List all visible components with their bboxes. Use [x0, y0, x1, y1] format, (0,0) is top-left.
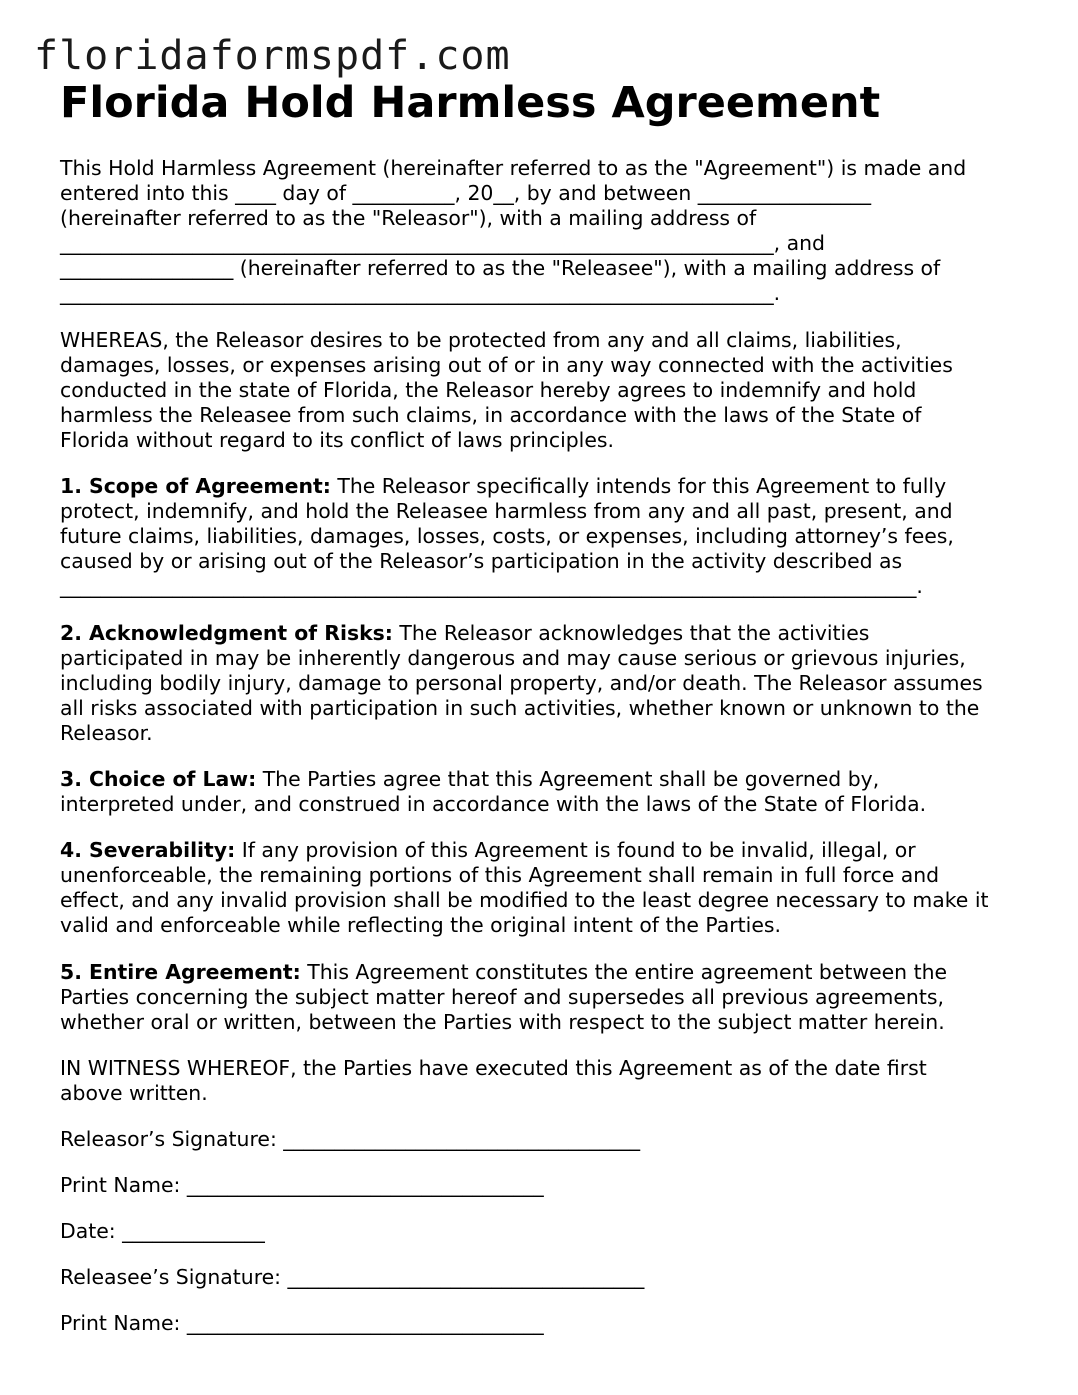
section-line: Releasor.: [60, 720, 153, 745]
releasor-signature-field[interactable]: Releasor’s Signature: ___________________________________: [60, 1127, 641, 1151]
section-scope: [60, 474, 1035, 599]
section-line: participated in may be inherently dangerous and may cause serious or grievous injuries,: [60, 645, 966, 670]
whereas-paragraph: [60, 328, 1035, 453]
intro-line: entered into this ____ day of __________, 20__, by and between _________________: [60, 181, 872, 206]
releasee-print-name-field[interactable]: Print Name: ___________________________________: [60, 1311, 544, 1336]
intro-line: This Hold Harmless Agreement (hereinafter referred to as the "Agreement") is made and: [60, 156, 967, 180]
section-line: caused by or arising out of the Releasor’s participation in the activity described as: [60, 549, 903, 574]
whereas-line: damages, losses, or expenses arising out of or in any way connected with the activities: [60, 352, 953, 377]
section-first-line: [60, 838, 1035, 863]
section-line: including bodily injury, damage to personal property, and/or death. The Releasor assumes: [60, 670, 983, 695]
section-text: The Releasor specifically intends for this Agreement to fully: [330, 474, 947, 499]
section-line: future claims, liabilities, damages, losses, costs, or expenses, including attorney’s fees,: [60, 524, 954, 549]
witness-line: IN WITNESS WHEREOF, the Parties have executed this Agreement as of the date first: [60, 1055, 927, 1080]
section-heading: 5. Entire Agreement:: [60, 959, 301, 984]
section-first-line: [60, 767, 1035, 792]
intro-line: ______________________________________________________________________, and: [60, 231, 825, 256]
whereas-line: conducted in the state of Florida, the Releasor hereby agrees to indemnify and hold: [60, 377, 917, 402]
section-line: Parties concerning the subject matter hereof and supersedes all previous agreements,: [60, 984, 944, 1009]
section-text: If any provision of this Agreement is found to be invalid, illegal, or: [235, 838, 916, 863]
whereas-line: WHEREAS, the Releasor desires to be protected from any and all claims, liabilities,: [60, 327, 902, 352]
whereas-line: harmless the Releasee from such claims, in accordance with the laws of the State of: [60, 402, 922, 427]
intro-paragraph: [60, 156, 1035, 307]
section-text: This Agreement constitutes the entire agreement between the: [300, 959, 948, 984]
whereas-line: Florida without regard to its conflict of laws principles.: [60, 427, 614, 452]
section-text: The Releasor acknowledges that the activities: [392, 620, 870, 645]
section-line: unenforceable, the remaining portions of this Agreement shall remain in full force and: [60, 863, 940, 888]
section-line: valid and enforceable while reflecting the original intent of the Parties.: [60, 913, 781, 938]
releasor-print-name-field[interactable]: Print Name: ___________________________________: [60, 1173, 544, 1198]
witness-paragraph: [60, 1056, 1035, 1106]
section-first-line: [60, 621, 1035, 646]
watermark-logo: floridaformspdf.com: [34, 33, 511, 79]
section-entire-agreement: [60, 960, 1035, 1035]
releasee-signature-field[interactable]: Releasee’s Signature: ___________________________________: [60, 1265, 645, 1290]
section-line: whether oral or written, between the Parties with respect to the subject matter herein.: [60, 1009, 945, 1034]
section-line: effect, and any invalid provision shall be modified to the least degree necessary to make it: [60, 888, 989, 913]
section-line: interpreted under, and construed in accordance with the laws of the State of Florida.: [60, 792, 927, 817]
section-line: protect, indemnify, and hold the Releasee harmless from any and all past, present, and: [60, 499, 953, 524]
document-body: [60, 156, 1035, 1357]
section-heading: 4. Severability:: [60, 838, 236, 863]
section-heading: 1. Scope of Agreement:: [60, 474, 331, 499]
section-risks: [60, 621, 1035, 746]
intro-line: (hereinafter referred to as the "Releasor"), with a mailing address of: [60, 206, 757, 231]
section-first-line: [60, 474, 1035, 499]
section-severability: [60, 838, 1035, 938]
intro-line: ______________________________________________________________________.: [60, 281, 781, 306]
document-title: Florida Hold Harmless Agreement: [60, 78, 881, 128]
section-heading: 3. Choice of Law:: [60, 766, 257, 791]
section-first-line: [60, 960, 1035, 985]
section-text: The Parties agree that this Agreement shall be governed by,: [256, 766, 880, 791]
section-line: all risks associated with participation in such activities, whether known or unknown to the: [60, 695, 980, 720]
intro-line: _________________ (hereinafter referred to as the "Releasee"), with a mailing address of: [60, 256, 941, 281]
section-heading: 2. Acknowledgment of Risks:: [60, 620, 393, 645]
section-choice-of-law: [60, 767, 1035, 817]
section-line: ____________________________________________________________________________________.: [60, 574, 923, 599]
witness-line: above written.: [60, 1080, 208, 1105]
date-field[interactable]: Date: ______________: [60, 1219, 265, 1244]
